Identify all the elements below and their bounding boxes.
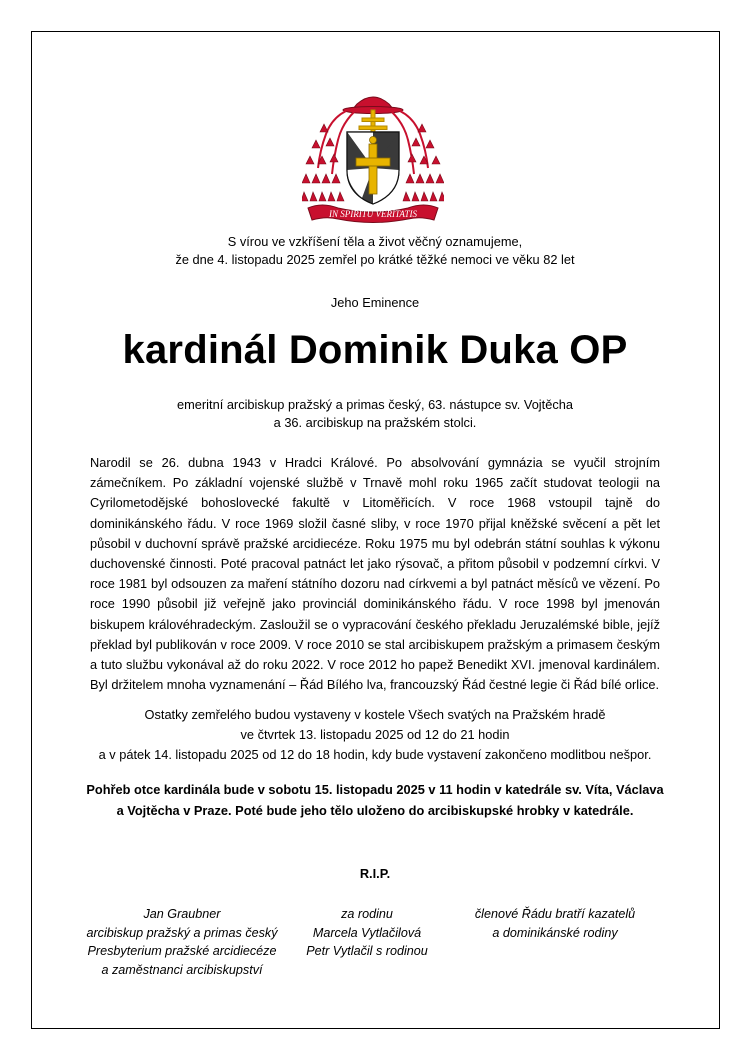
cardinal-coat-of-arms-icon — [302, 88, 444, 223]
announcement — [60, 233, 690, 269]
signature-line: Jan Graubner — [143, 907, 221, 921]
title-line: emeritní arcibiskup pražský a primas český, 63. nástupce sv. Vojtěcha — [177, 397, 573, 412]
signature-line: za rodinu — [341, 907, 393, 921]
funeral-info — [60, 780, 690, 821]
funeral-line: Pohřeb otce kardinála bude v sobotu 15. listopadu 2025 v 11 hodin v katedrále sv. Víta, Václava — [86, 782, 664, 797]
biography: Narodil se 26. dubna 1943 v Hradci Králové. Po absolvování gymnázia se vyučil strojním zámečníkem. Po základní vojenské službě v Trnavě mohl roku 1965 začít studovat teologii na Cyrilometodějské bohoslovecké fakultě v Litoměřicích. V roce 1968 vstoupil tajně do dominikánského řádu. V roce 1969 složil časné sliby, v roce 1970 přijal kněžské svěcení a pět let působil v duchovní správě pražské arcidiecéze. Roku 1975 mu byl odebrán státní souhlas k výkonu duchovenské činnosti. Poté pracoval patnáct let jako rýsovač, a přitom působil v podzemní církvi. V roce 1981 byl odsouzen za maření státního dozoru nad církvemi a byl patnáct měsíců ve vězení. Po roce 1990 působil již veřejně jako provinciál dominikánského řádu. V roce 1998 byl jmenován biskupem královéhradeckým. Zasloužil se o vypracování českého překladu Jeruzalémské bible, jejíž překlad byl publikován v roce 2009. V roce 2010 se stal arcibiskupem pražským a primasem českým a tuto službu vykonával až do roku 2022. V roce 2012 ho papež Benedikt XVI. jmenoval kardinálem. Byl držitelem mnoha vyznamenání – Řád Bílého lva, francouzský Řád čestné legie či Řád bílé orlice. — [90, 455, 660, 693]
title-line: a 36. arcibiskup na pražském stolci. — [273, 415, 477, 430]
signature-block-order — [460, 905, 650, 942]
signature-line: Petr Vytlačil s rodinou — [306, 944, 428, 958]
motto-text: IN SPIRITU VERITATIS — [329, 209, 417, 219]
viewing-line: ve čtvrtek 13. listopadu 2025 od 12 do 21 hodin — [240, 727, 510, 742]
signature-line: Marcela Vytlačilová — [312, 925, 422, 940]
signature-line: Presbyterium pražské arcidiecéze — [87, 944, 277, 958]
funeral-line: a Vojtěcha v Praze. Poté bude jeho tělo uloženo do arcibiskupské hrobky v katedrále. — [116, 802, 634, 818]
honorific: Jeho Eminence — [330, 295, 420, 310]
announcement-line: S vírou ve vzkříšení těla a život věčný oznamujeme, — [227, 234, 523, 249]
deceased-name: kardinál Dominik Duka OP — [122, 328, 628, 372]
viewing-line: Ostatky zemřelého budou vystaveny v kostele Všech svatých na Pražském hradě — [144, 707, 606, 722]
announcement-line: že dne 4. listopadu 2025 zemřel po krátké těžké nemoci ve věku 82 let — [175, 252, 575, 267]
signature-line: a zaměstnanci arcibiskupství — [101, 962, 263, 977]
tassels-right — [403, 124, 444, 201]
signature-line: a dominikánské rodiny — [492, 925, 618, 940]
signature-block-archbishop — [82, 905, 282, 979]
titles — [60, 396, 690, 432]
signature-block-family — [282, 905, 452, 961]
signature-line: členové Řádu bratří kazatelů — [474, 907, 636, 921]
viewing-line: a v pátek 14. listopadu 2025 od 12 do 18 hodin, kdy bude vystavení zakončeno modlitbou nešpor. — [98, 747, 652, 762]
viewing-info — [60, 705, 690, 765]
signature-line: arcibiskup pražský a primas český — [86, 925, 278, 940]
rip: R.I.P. — [359, 866, 391, 881]
tassels-left — [302, 124, 344, 201]
